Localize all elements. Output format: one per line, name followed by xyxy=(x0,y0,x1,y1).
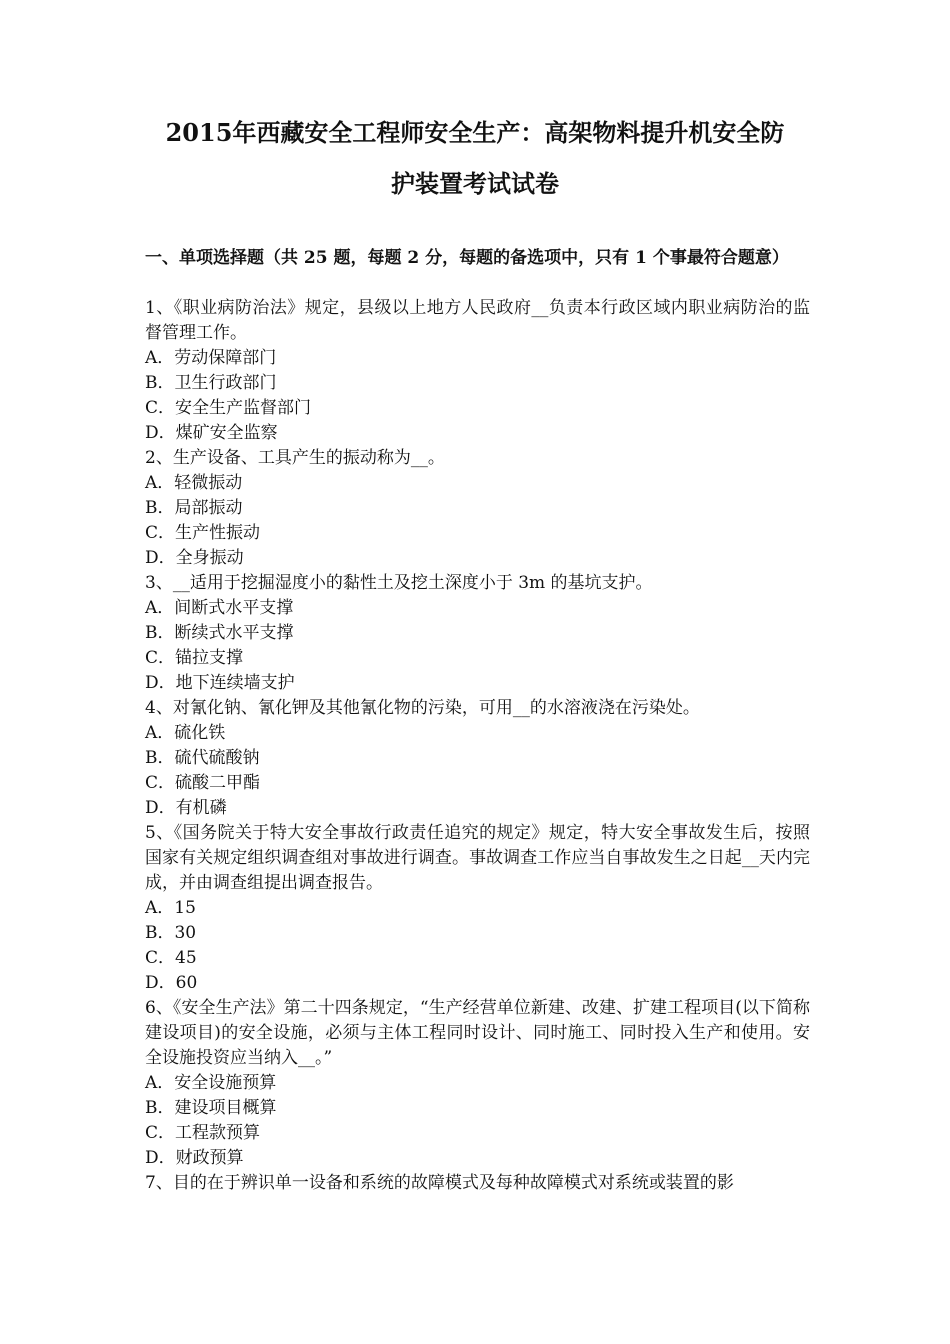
document-title-line-1: 2015年西藏安全工程师安全生产：高架物料提升机安全防 xyxy=(165,118,785,147)
option-b: B．断续式水平支撑 xyxy=(145,623,294,643)
question-stem: 7、目的在于辨识单一设备和系统的故障模式及每种故障模式对系统或装置的影 xyxy=(145,1173,734,1193)
option-b: B．建设项目概算 xyxy=(145,1098,277,1118)
section-heading: 一、单项选择题（共 25 题，每题 2 分，每题的备选项中，只有 1 个事最符合题意） xyxy=(145,248,789,268)
option-c: C．硫酸二甲酯 xyxy=(145,773,261,793)
question-stem: 3、__适用于挖掘湿度小的黏性土及挖土深度小于 3m 的基坑支护。 xyxy=(145,573,653,593)
option-b: B．硫代硫酸钠 xyxy=(145,748,260,768)
question-1 xyxy=(145,296,810,446)
option-c: C．锚拉支撑 xyxy=(145,648,244,668)
question-stem: 1、《职业病防治法》规定，县级以上地方人民政府__负责本行政区域内职业病防治的监督管理工作。 xyxy=(145,298,810,343)
question-stem: 4、对氰化钠、氰化钾及其他氰化物的污染，可用__的水溶液浇在污染处。 xyxy=(145,698,700,718)
option-c: C．安全生产监督部门 xyxy=(145,398,312,418)
option-b: B．30 xyxy=(145,923,197,943)
option-a: A．硫化铁 xyxy=(145,723,226,743)
question-3 xyxy=(145,571,810,696)
option-d: D．地下连续墙支护 xyxy=(145,673,295,693)
question-6 xyxy=(145,996,810,1171)
option-a: A．轻微振动 xyxy=(145,473,243,493)
option-d: D．60 xyxy=(145,973,198,993)
question-stem: 2、生产设备、工具产生的振动称为__。 xyxy=(145,448,445,468)
option-b: B．局部振动 xyxy=(145,498,243,518)
question-2 xyxy=(145,446,810,571)
option-a: A．劳动保障部门 xyxy=(145,348,277,368)
option-a: A．15 xyxy=(145,898,196,918)
question-5 xyxy=(145,821,810,996)
question-stem: 5、《国务院关于特大安全事故行政责任追究的规定》规定，特大安全事故发生后，按照国家有关规定组织调查组对事故进行调查。事故调查工作应当自事故发生之日起__天内完成，并由调查组提出调查报告。 xyxy=(145,823,810,893)
question-7 xyxy=(145,1171,810,1196)
question-stem: 6、《安全生产法》第二十四条规定，“生产经营单位新建、改建、扩建工程项目(以下简称建设项目)的安全设施，必须与主体工程同时设计、同时施工、同时投入生产和使用。安全设施投资应当纳入__。” xyxy=(145,998,810,1068)
question-list xyxy=(145,296,810,1196)
option-b: B．卫生行政部门 xyxy=(145,373,277,393)
option-d: D．有机磷 xyxy=(145,798,227,818)
option-d: D．财政预算 xyxy=(145,1148,244,1168)
document-title-line-2: 护装置考试试卷 xyxy=(391,169,559,198)
question-4 xyxy=(145,696,810,821)
option-a: A．安全设施预算 xyxy=(145,1073,277,1093)
option-c: C．工程款预算 xyxy=(145,1123,261,1143)
option-c: C．生产性振动 xyxy=(145,523,261,543)
option-d: D．全身振动 xyxy=(145,548,244,568)
option-d: D．煤矿安全监察 xyxy=(145,423,278,443)
option-a: A．间断式水平支撑 xyxy=(145,598,294,618)
option-c: C．45 xyxy=(145,948,197,968)
